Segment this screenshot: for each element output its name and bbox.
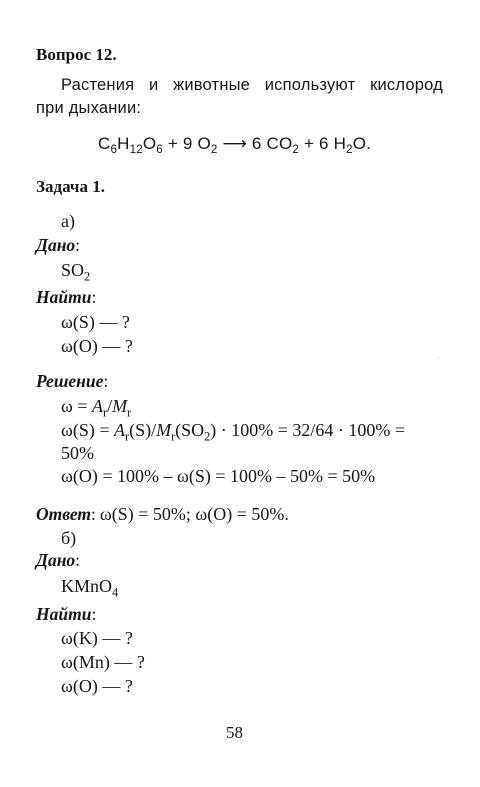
part-a-find-item-2: ω(O) — ? [61, 336, 133, 356]
solution-line-4: ω(O) = 100% – ω(S) = 100% – 50% = 50% [61, 466, 376, 486]
question-text-line-1: Растения и животные используют кислород [61, 76, 443, 94]
part-b-find-item-2: ω(Mn) — ? [61, 652, 145, 672]
part-b-find-item-1: ω(K) — ? [61, 628, 133, 648]
part-a-given-label: Дано: [36, 235, 81, 255]
scan-speck [437, 357, 438, 358]
question-text-line-2: при дыхании: [36, 99, 142, 117]
part-b-given-formula: KMnO$_4$ [61, 576, 119, 600]
part-b-letter: б) [61, 528, 77, 548]
question-title: Вопрос 12. [36, 45, 117, 64]
part-b-find-item-3: ω(O) — ? [61, 676, 133, 696]
solution-line-2: $\omega(S) = A_r(S)/M_r(SO_2) \cdot 100\% = 32/64 \cdot 100\%$ = [61, 420, 406, 444]
reaction-equation: $C_6H_{12}O_6 + 9$ $O_2$ ⟶ 6 $CO_2 + 6$ $H_2O$. [98, 134, 372, 157]
part-a-given-formula: $SO_2$ [61, 260, 91, 284]
part-b-given-label: Дано: [36, 550, 81, 570]
part-a-find-item-1: ω(S) — ? [61, 312, 130, 332]
part-a-solution-label: Решение: [36, 371, 109, 391]
part-a-letter: а) [61, 211, 75, 231]
part-a-answer-value: ω(S) = 50%; ω(O) = 50%. [99, 504, 289, 524]
task-title: Задача 1. [36, 177, 105, 196]
part-a-answer [36, 505, 289, 524]
part-a-find-label: Найти: [36, 287, 97, 307]
solution-line-1: $\omega = A_r/M_r$ [61, 396, 132, 420]
part-b-find-label: Найти: [36, 604, 97, 624]
part-a-answer-label: Ответ: [36, 504, 96, 524]
page-number: 58 [226, 723, 243, 742]
solution-line-3: 50% [61, 443, 94, 463]
